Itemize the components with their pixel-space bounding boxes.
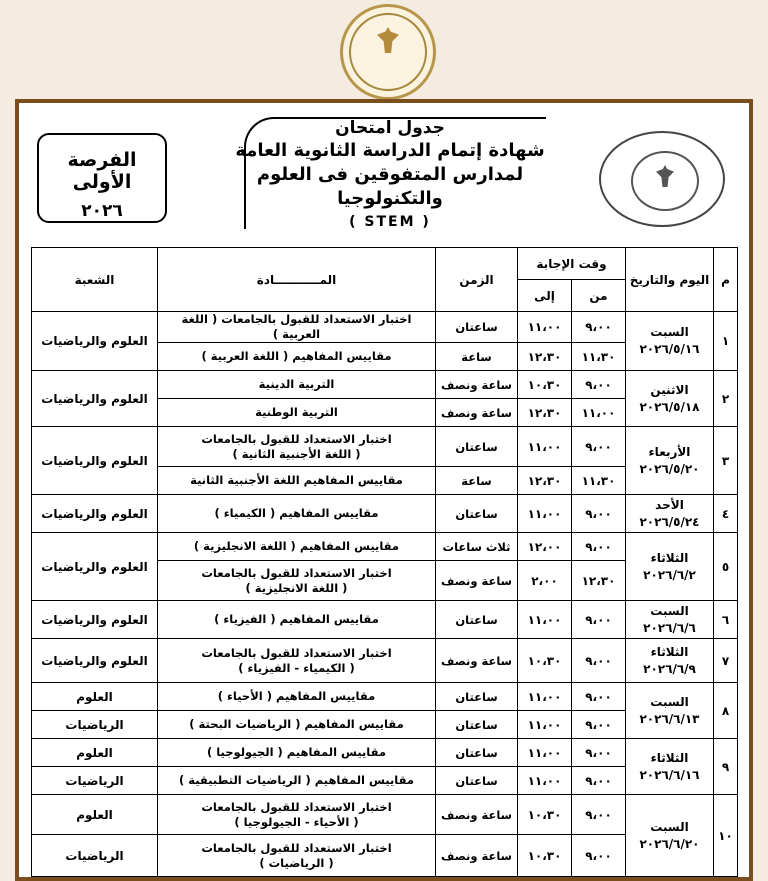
header-answer-time: وقت الإجابة (518, 248, 626, 280)
exam-duration: ساعة ونصف (436, 835, 518, 877)
branch-cell: الرياضيات (32, 711, 158, 739)
exam-duration: ساعتان (436, 312, 518, 343)
exam-schedule-table (31, 247, 738, 877)
table-body (32, 312, 738, 877)
day-name: الاثنين (650, 382, 689, 397)
time-to: ١١،٠٠ (518, 312, 572, 343)
branch-cell: العلوم (32, 795, 158, 835)
header-from: من (572, 280, 626, 312)
exam-duration: ساعتان (436, 767, 518, 795)
branch-cell: العلوم والرياضيات (32, 312, 158, 371)
ministry-seal-top (340, 4, 436, 100)
exam-subject (158, 343, 436, 371)
exam-date: ٢٠٢٦/٦/٢ (643, 567, 696, 582)
title-line-1: جدول امتحان (335, 118, 445, 138)
exam-subject (158, 601, 436, 639)
subject-line-2: ( الكيمياء - الفيزياء ) (238, 660, 355, 675)
time-from: ٩،٠٠ (572, 533, 626, 561)
day-name: الثلاثاء (650, 550, 689, 565)
exam-duration: ساعة ونصف (436, 399, 518, 427)
table-row (32, 683, 738, 711)
branch-cell: الرياضيات (32, 767, 158, 795)
exam-duration: ساعتان (436, 601, 518, 639)
row-number: ٢ (714, 371, 738, 427)
header-duration: الزمن (436, 248, 518, 312)
table-row (32, 795, 738, 835)
time-to: ١١،٠٠ (518, 767, 572, 795)
subject-line-1: مقاييس المفاهيم ( الجيولوجيا ) (206, 745, 387, 759)
exam-subject (158, 399, 436, 427)
day-date-cell (626, 427, 714, 495)
exam-date: ٢٠٢٦/٥/٢٤ (639, 514, 700, 529)
branch-cell: العلوم والرياضيات (32, 601, 158, 639)
branch-cell: الرياضيات (32, 835, 158, 877)
time-from: ٩،٠٠ (572, 739, 626, 767)
time-to: ١٢،٣٠ (518, 343, 572, 371)
exam-subject (158, 533, 436, 561)
title-line-3: لمدارس المتفوقين فى العلوم والتكنولوجيا (256, 164, 524, 209)
time-from: ٩،٠٠ (572, 711, 626, 739)
branch-cell: العلوم (32, 683, 158, 711)
time-from: ٩،٠٠ (572, 495, 626, 533)
exam-subject (158, 495, 436, 533)
exam-duration: ساعتان (436, 683, 518, 711)
day-date-cell (626, 312, 714, 371)
row-number: ٤ (714, 495, 738, 533)
day-date-cell (626, 601, 714, 639)
table-header-row (32, 248, 738, 280)
day-date-cell (626, 533, 714, 601)
exam-subject (158, 739, 436, 767)
row-number: ٦ (714, 601, 738, 639)
time-to: ١٢،٠٠ (518, 533, 572, 561)
exam-subject (158, 683, 436, 711)
time-from: ٩،٠٠ (572, 312, 626, 343)
time-from: ٩،٠٠ (572, 601, 626, 639)
row-number: ٨ (714, 683, 738, 739)
time-from: ١١،٣٠ (572, 343, 626, 371)
subject-line-1: مقاييس المفاهيم ( الرياضيات البحتة ) (189, 717, 404, 731)
row-number: ٧ (714, 639, 738, 683)
time-from: ٩،٠٠ (572, 767, 626, 795)
time-to: ٢،٠٠ (518, 561, 572, 601)
table-row (32, 739, 738, 767)
time-to: ١٠،٣٠ (518, 639, 572, 683)
subject-line-1: مقاييس المفاهيم ( الكيمياء ) (214, 506, 379, 520)
branch-cell: العلوم والرياضيات (32, 639, 158, 683)
subject-line-1: مقاييس المفاهيم ( اللغة العربية ) (201, 349, 392, 363)
subject-line-2: ( اللغة الانجليزية ) (245, 580, 348, 595)
exam-subject (158, 711, 436, 739)
row-number: ١٠ (714, 795, 738, 877)
subject-line-1: اختبار الاستعداد للقبول بالجامعات (201, 431, 392, 446)
row-number: ٩ (714, 739, 738, 795)
subject-line-1: اختبار الاستعداد للقبول بالجامعات (201, 565, 392, 580)
branch-cell: العلوم والرياضيات (32, 371, 158, 427)
subject-line-1: مقاييس المفاهيم ( الفيزياء ) (214, 612, 379, 626)
time-from: ٩،٠٠ (572, 427, 626, 467)
header-day-date: اليوم والتاريخ (626, 248, 714, 312)
table-row (32, 639, 738, 683)
branch-cell: العلوم والرياضيات (32, 495, 158, 533)
exam-subject (158, 312, 436, 343)
day-date-cell (626, 795, 714, 877)
subject-line-1: التربية الوطنية (255, 405, 338, 419)
exam-date: ٢٠٢٦/٦/١٣ (639, 711, 700, 726)
ministry-seal-right (599, 131, 725, 227)
exam-duration: ساعة ونصف (436, 795, 518, 835)
row-number: ١ (714, 312, 738, 371)
document-header (19, 103, 749, 243)
time-to: ١٢،٣٠ (518, 399, 572, 427)
subject-line-2: ( الأحياء - الجيولوجيا ) (234, 814, 359, 829)
row-number: ٥ (714, 533, 738, 601)
exam-date: ٢٠٢٦/٥/٢٠ (639, 461, 700, 476)
time-to: ١١،٠٠ (518, 427, 572, 467)
exam-duration: ساعة ونصف (436, 371, 518, 399)
subject-line-1: التربية الدينية (258, 377, 335, 391)
time-to: ١٠،٣٠ (518, 795, 572, 835)
exam-duration: ساعة (436, 343, 518, 371)
row-number: ٣ (714, 427, 738, 495)
day-name: السبت (650, 603, 689, 618)
subject-line-2: ( الرياضيات ) (259, 855, 334, 870)
exam-date: ٢٠٢٦/٥/١٨ (639, 399, 700, 414)
title-line-4: ( STEM ) (349, 214, 431, 230)
exam-subject (158, 639, 436, 683)
exam-duration: ساعتان (436, 739, 518, 767)
exam-subject (158, 561, 436, 601)
exam-subject (158, 767, 436, 795)
eagle-emblem-icon (656, 165, 674, 187)
time-to: ١٠،٣٠ (518, 835, 572, 877)
exam-duration: ساعة ونصف (436, 561, 518, 601)
time-to: ١١،٠٠ (518, 711, 572, 739)
branch-cell: العلوم (32, 739, 158, 767)
subject-line-2: ( اللغة الأجنبية الثانية ) (232, 446, 361, 461)
exam-duration: ساعة (436, 467, 518, 495)
time-from: ٩،٠٠ (572, 639, 626, 683)
branch-cell: العلوم والرياضيات (32, 533, 158, 601)
header-num: م (714, 248, 738, 312)
time-from: ٩،٠٠ (572, 795, 626, 835)
table-row (32, 495, 738, 533)
exam-duration: ساعتان (436, 495, 518, 533)
exam-date: ٢٠٢٦/٦/٦ (643, 620, 696, 635)
day-name: الأربعاء (648, 444, 691, 459)
time-from: ٩،٠٠ (572, 835, 626, 877)
table-row (32, 533, 738, 561)
branch-cell: العلوم والرياضيات (32, 427, 158, 495)
exam-date: ٢٠٢٦/٦/١٦ (639, 767, 700, 782)
time-to: ١١،٠٠ (518, 495, 572, 533)
table-row (32, 371, 738, 399)
day-name: السبت (650, 819, 689, 834)
header-subject: المـــــــــــادة (158, 248, 436, 312)
exam-round-box (37, 133, 167, 223)
exam-duration: ساعتان (436, 711, 518, 739)
seal-inner-ring (631, 151, 699, 211)
time-from: ١١،٠٠ (572, 399, 626, 427)
round-label: الفرصة الأولى (67, 149, 137, 193)
subject-line-1: اختبار الاستعداد للقبول بالجامعات ( اللغة العربية ) (181, 312, 412, 341)
day-name: السبت (650, 325, 689, 339)
subject-line-1: مقاييس المفاهيم ( الرياضيات التطبيقية ) (179, 773, 414, 787)
time-from: ٩،٠٠ (572, 683, 626, 711)
table-row (32, 427, 738, 467)
day-name: الثلاثاء (650, 750, 689, 765)
round-year: ٢٠٢٦ (81, 201, 123, 221)
header-branch: الشعبة (32, 248, 158, 312)
day-date-cell (626, 639, 714, 683)
exam-subject (158, 795, 436, 835)
document-title (231, 117, 549, 230)
exam-date: ٢٠٢٦/٦/٢٠ (639, 836, 700, 851)
exam-subject (158, 427, 436, 467)
table-row (32, 312, 738, 343)
subject-line-1: مقاييس المفاهيم ( الأحياء ) (217, 689, 376, 703)
day-name: الثلاثاء (650, 644, 689, 659)
subject-line-1: اختبار الاستعداد للقبول بالجامعات (201, 645, 392, 660)
exam-duration: ساعة ونصف (436, 639, 518, 683)
time-to: ١٢،٣٠ (518, 467, 572, 495)
subject-line-1: مقاييس المفاهيم ( اللغة الانجليزية ) (193, 539, 400, 553)
exam-duration: ثلاث ساعات (436, 533, 518, 561)
exam-duration: ساعتان (436, 427, 518, 467)
time-from: ١٢،٣٠ (572, 561, 626, 601)
day-date-cell (626, 371, 714, 427)
day-date-cell (626, 683, 714, 739)
time-to: ١٠،٣٠ (518, 371, 572, 399)
table-row (32, 601, 738, 639)
day-name: السبت (650, 694, 689, 709)
exam-subject (158, 835, 436, 877)
title-line-2: شهادة إتمام الدراسة الثانوية العامة (235, 140, 545, 161)
subject-line-1: اختبار الاستعداد للقبول بالجامعات (201, 799, 392, 814)
subject-line-1: مقاييس المفاهيم اللغة الأجنبية الثانية (190, 473, 403, 487)
subject-line-1: اختبار الاستعداد للقبول بالجامعات (201, 840, 392, 855)
time-to: ١١،٠٠ (518, 739, 572, 767)
exam-subject (158, 371, 436, 399)
header-to: إلى (518, 280, 572, 312)
day-date-cell (626, 739, 714, 795)
time-from: ١١،٣٠ (572, 467, 626, 495)
time-from: ٩،٠٠ (572, 371, 626, 399)
time-to: ١١،٠٠ (518, 683, 572, 711)
exam-schedule-sheet (15, 99, 753, 881)
exam-subject (158, 467, 436, 495)
day-name: الأحد (655, 497, 684, 512)
time-to: ١١،٠٠ (518, 601, 572, 639)
exam-date: ٢٠٢٦/٦/٩ (643, 661, 696, 676)
exam-date: ٢٠٢٦/٥/١٦ (639, 342, 700, 356)
day-date-cell (626, 495, 714, 533)
